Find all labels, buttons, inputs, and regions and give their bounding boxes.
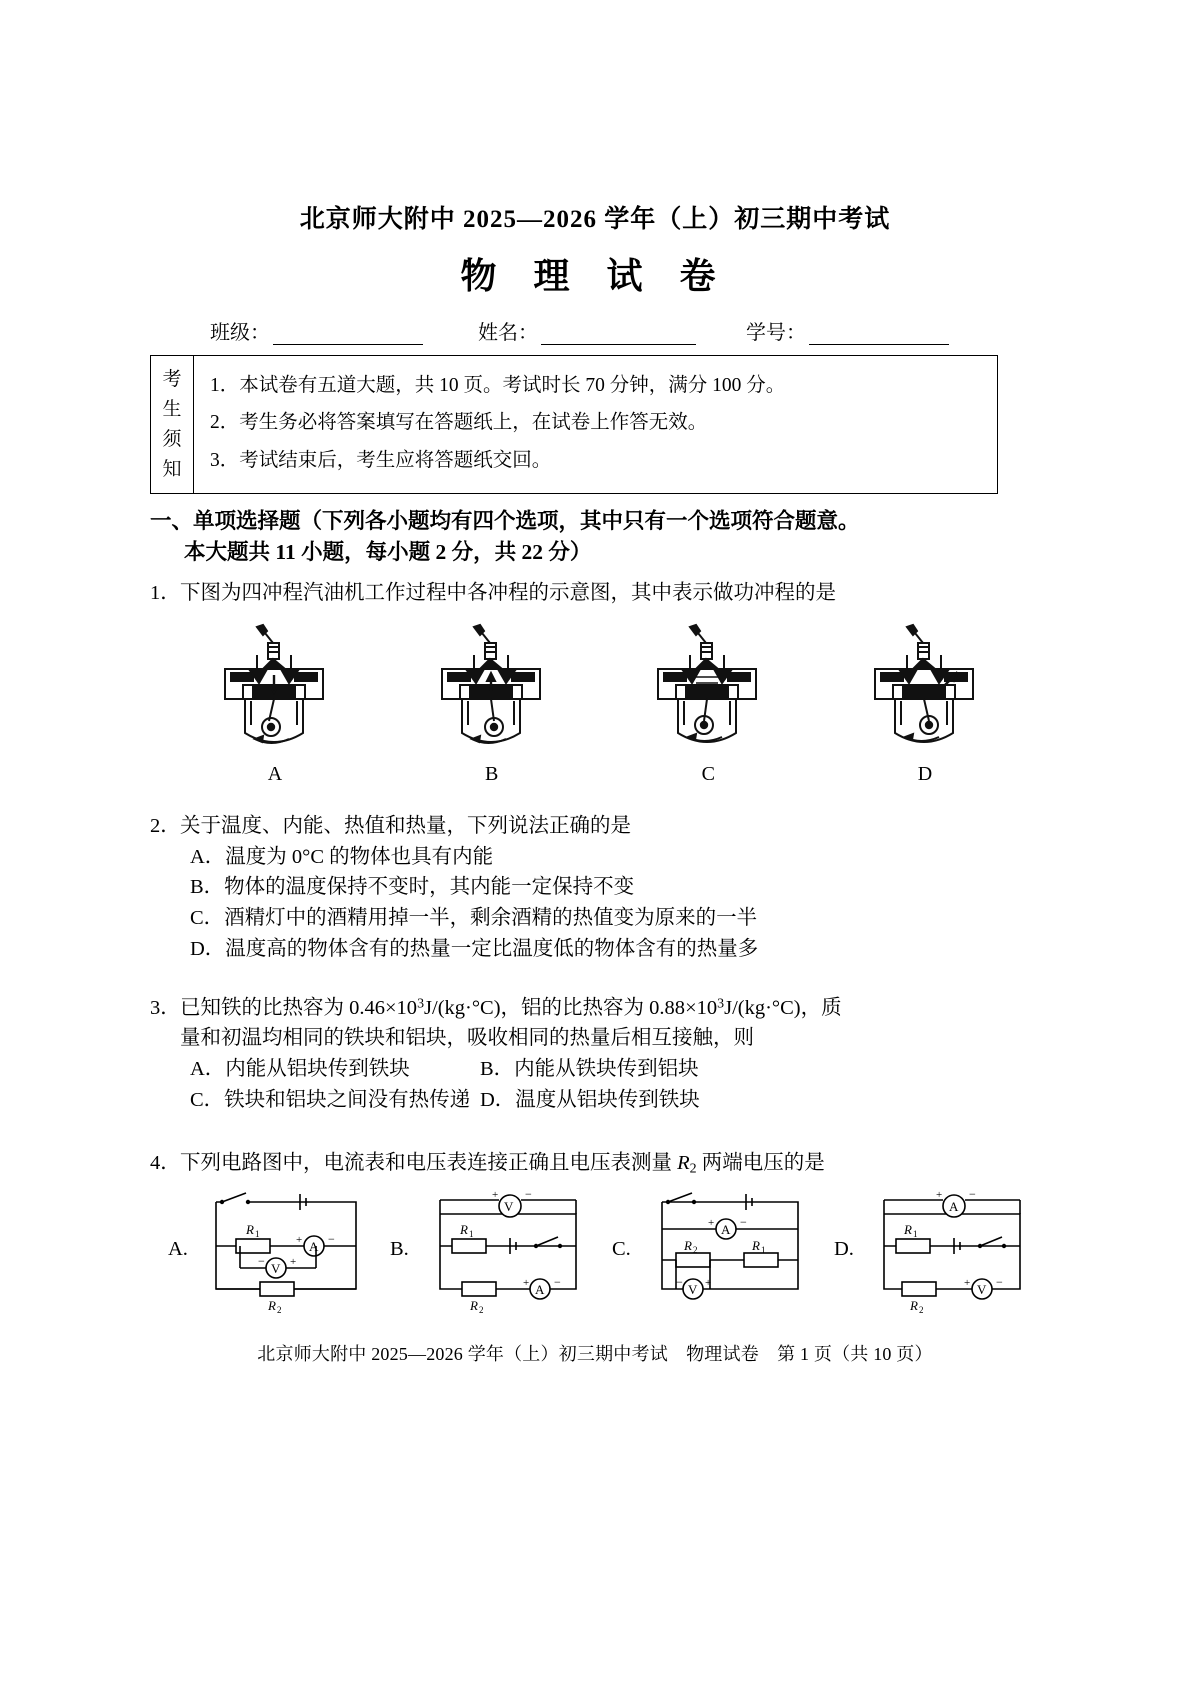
page-footer: 北京师大附中 2025—2026 学年（上）初三期中考试 物理试卷 第 1 页（共 10 页） xyxy=(257,1344,933,1364)
student-id-field[interactable] xyxy=(746,316,949,345)
notice-side-char-3: 知 xyxy=(162,459,182,481)
circuit-option-d[interactable] xyxy=(834,1184,1032,1314)
svg-text:−: − xyxy=(258,1253,265,1268)
circuit-diagram-icon xyxy=(862,1184,1032,1314)
notice-item: 3．考试结束后，考生应将答题纸交回。 xyxy=(210,449,552,471)
question-3-option-b[interactable]: B．内能从铁块传到铝块 xyxy=(480,1058,699,1081)
svg-text:+: + xyxy=(705,1276,712,1289)
question-3-option-row xyxy=(150,1054,1040,1085)
svg-text:+: + xyxy=(492,1188,499,1201)
svg-text:+: + xyxy=(964,1276,971,1289)
circuit-diagram-icon xyxy=(640,1184,810,1314)
question-1-stem: 下图为四冲程汽油机工作过程中各冲程的示意图，其中表示做功冲程的是 xyxy=(180,582,836,605)
engine-diagram-icon xyxy=(422,621,562,751)
question-3-option-d[interactable]: D．温度从铝块传到铁块 xyxy=(480,1088,700,1111)
circuit-diagram-icon xyxy=(418,1184,588,1314)
svg-text:+: + xyxy=(296,1233,303,1246)
svg-text:R: R xyxy=(904,1221,912,1237)
svg-text:R: R xyxy=(268,1297,276,1313)
svg-text:R: R xyxy=(460,1221,468,1237)
q3-exp2: 3 xyxy=(717,996,725,1012)
page-subtitle: 物 理 试 卷 xyxy=(460,256,730,296)
svg-text:A: A xyxy=(535,1281,545,1297)
question-3-stem-line1 xyxy=(180,993,1040,1024)
q3-t4: ×10 xyxy=(685,996,718,1019)
student-id-label: 学号： xyxy=(746,322,806,345)
class-label: 班级： xyxy=(210,322,270,345)
q3-exp1: 3 xyxy=(417,996,425,1012)
question-3-number: 3． xyxy=(150,996,181,1019)
q3-t2: ×10 xyxy=(385,996,418,1019)
name-field[interactable] xyxy=(478,316,696,345)
engine-label-c: C xyxy=(701,762,715,785)
section-heading-line1: 一、单项选择题（下列各小题均有四个选项，其中只有一个选项符合题意。 xyxy=(150,508,860,533)
circuit-label-d: D. xyxy=(834,1237,854,1260)
q3-t1: 已知铁的比热容为 0.46 xyxy=(180,996,385,1019)
question-2-stem: 关于温度、内能、热值和热量，下列说法正确的是 xyxy=(180,814,631,837)
svg-text:1: 1 xyxy=(913,1228,918,1239)
notice-item: 1．本试卷有五道大题，共 10 页。考试时长 70 分钟，满分 100 分。 xyxy=(210,375,786,397)
svg-text:R: R xyxy=(752,1237,760,1253)
engine-diagram-icon xyxy=(205,621,345,751)
engine-option-b[interactable] xyxy=(422,621,562,789)
q3-t3: J/(kg·°C)，铝的比热容为 0.88 xyxy=(424,996,686,1019)
engine-label-a: A xyxy=(267,762,283,785)
engine-option-c[interactable] xyxy=(638,621,778,789)
question-4-number: 4． xyxy=(150,1151,181,1174)
svg-text:2: 2 xyxy=(479,1304,484,1314)
engine-diagram-icon xyxy=(855,621,995,751)
svg-text:V: V xyxy=(271,1260,281,1276)
notice-side-label xyxy=(151,356,194,493)
svg-text:1: 1 xyxy=(761,1244,766,1255)
notice-body xyxy=(194,356,997,493)
circuit-diagram-icon xyxy=(196,1184,366,1314)
question-4 xyxy=(150,1148,1040,1314)
notice-item: 2．考生务必将答案填写在答题纸上，在试卷上作答无效。 xyxy=(210,412,708,434)
page-content xyxy=(150,0,1040,1682)
q4-t1: 下列电路图中，电流表和电压表连接正确且电压表测量 xyxy=(180,1151,678,1174)
name-label: 姓名： xyxy=(478,322,538,345)
q4-t2: 两端电压的是 xyxy=(696,1151,825,1174)
svg-text:−: − xyxy=(676,1274,683,1289)
svg-text:−: − xyxy=(996,1274,1003,1289)
circuit-option-b[interactable] xyxy=(390,1184,588,1314)
q3-t5: J/(kg·°C)，质 xyxy=(724,996,842,1019)
identity-line xyxy=(150,316,1040,345)
svg-text:A: A xyxy=(721,1221,731,1237)
svg-text:+: + xyxy=(523,1276,530,1289)
svg-text:R: R xyxy=(910,1297,918,1313)
notice-side-char-2: 须 xyxy=(162,428,182,450)
svg-text:1: 1 xyxy=(255,1228,260,1239)
question-1-number: 1． xyxy=(150,582,181,605)
student-id-blank[interactable] xyxy=(809,327,949,345)
question-4-stem xyxy=(180,1148,1040,1180)
engine-option-a[interactable] xyxy=(205,621,345,789)
svg-text:+: + xyxy=(708,1216,715,1229)
question-2-number: 2． xyxy=(150,814,181,837)
svg-text:R: R xyxy=(684,1237,692,1253)
svg-text:A: A xyxy=(949,1198,959,1214)
svg-text:−: − xyxy=(525,1186,532,1201)
svg-text:2: 2 xyxy=(693,1244,698,1255)
class-field[interactable] xyxy=(210,316,423,345)
notice-side-char-0: 考 xyxy=(162,368,182,390)
svg-text:−: − xyxy=(328,1231,335,1246)
page-title: 北京师大附中 2025—2026 学年（上）初三期中考试 xyxy=(299,206,891,233)
svg-text:−: − xyxy=(740,1214,747,1229)
question-2-option-c[interactable]: C．酒精灯中的酒精用掉一半，剩余酒精的热值变为原来的一半 xyxy=(190,907,758,930)
engine-diagram-icon xyxy=(638,621,778,751)
svg-text:V: V xyxy=(688,1281,698,1297)
question-3-stem-line2: 量和初温均相同的铁块和铝块，吸收相同的热量后相互接触，则 xyxy=(180,1027,754,1050)
svg-text:2: 2 xyxy=(919,1304,924,1314)
svg-text:V: V xyxy=(504,1198,514,1214)
svg-text:1: 1 xyxy=(469,1228,474,1239)
circuit-option-a[interactable] xyxy=(168,1184,366,1314)
section-heading-line2: 本大题共 11 小题，每小题 2 分，共 22 分） xyxy=(184,540,592,565)
q4-r: R xyxy=(677,1151,690,1174)
svg-text:A: A xyxy=(309,1238,319,1254)
engine-option-d[interactable] xyxy=(855,621,995,789)
engine-figure-row xyxy=(150,621,1040,789)
question-3-option-c[interactable]: C．铁块和铝块之间没有热传递 xyxy=(190,1088,471,1111)
svg-text:R: R xyxy=(470,1297,478,1313)
notice-box xyxy=(150,355,998,494)
section-heading xyxy=(150,506,1040,568)
question-3-option-a[interactable]: A．内能从铝块传到铁块 xyxy=(190,1058,410,1081)
question-2 xyxy=(150,811,1040,965)
question-2-option-b[interactable]: B．物体的温度保持不变时，其内能一定保持不变 xyxy=(190,876,635,899)
question-1 xyxy=(150,578,1040,789)
circuit-label-a: A. xyxy=(168,1237,188,1260)
svg-text:−: − xyxy=(554,1274,561,1289)
question-2-option-d[interactable]: D．温度高的物体含有的热量一定比温度低的物体含有的热量多 xyxy=(190,937,759,960)
circuit-label-c: C. xyxy=(612,1237,631,1260)
svg-text:+: + xyxy=(290,1255,297,1268)
circuit-label-b: B. xyxy=(390,1237,409,1260)
question-3 xyxy=(150,993,1040,1116)
question-3-option-row xyxy=(150,1085,1040,1116)
circuit-figure-row xyxy=(150,1184,1040,1314)
svg-text:+: + xyxy=(936,1188,943,1201)
engine-label-d: D xyxy=(917,762,933,785)
notice-side-char-1: 生 xyxy=(162,398,182,420)
svg-text:−: − xyxy=(969,1186,976,1201)
question-2-option-a[interactable]: A．温度为 0°C 的物体也具有内能 xyxy=(190,845,494,868)
class-blank[interactable] xyxy=(273,327,423,345)
engine-label-b: B xyxy=(484,762,499,785)
circuit-option-c[interactable] xyxy=(612,1184,810,1314)
q4-sub: 2 xyxy=(689,1161,697,1177)
svg-text:V: V xyxy=(977,1281,987,1297)
name-blank[interactable] xyxy=(541,327,696,345)
svg-text:R: R xyxy=(246,1221,254,1237)
svg-text:2: 2 xyxy=(277,1304,282,1314)
